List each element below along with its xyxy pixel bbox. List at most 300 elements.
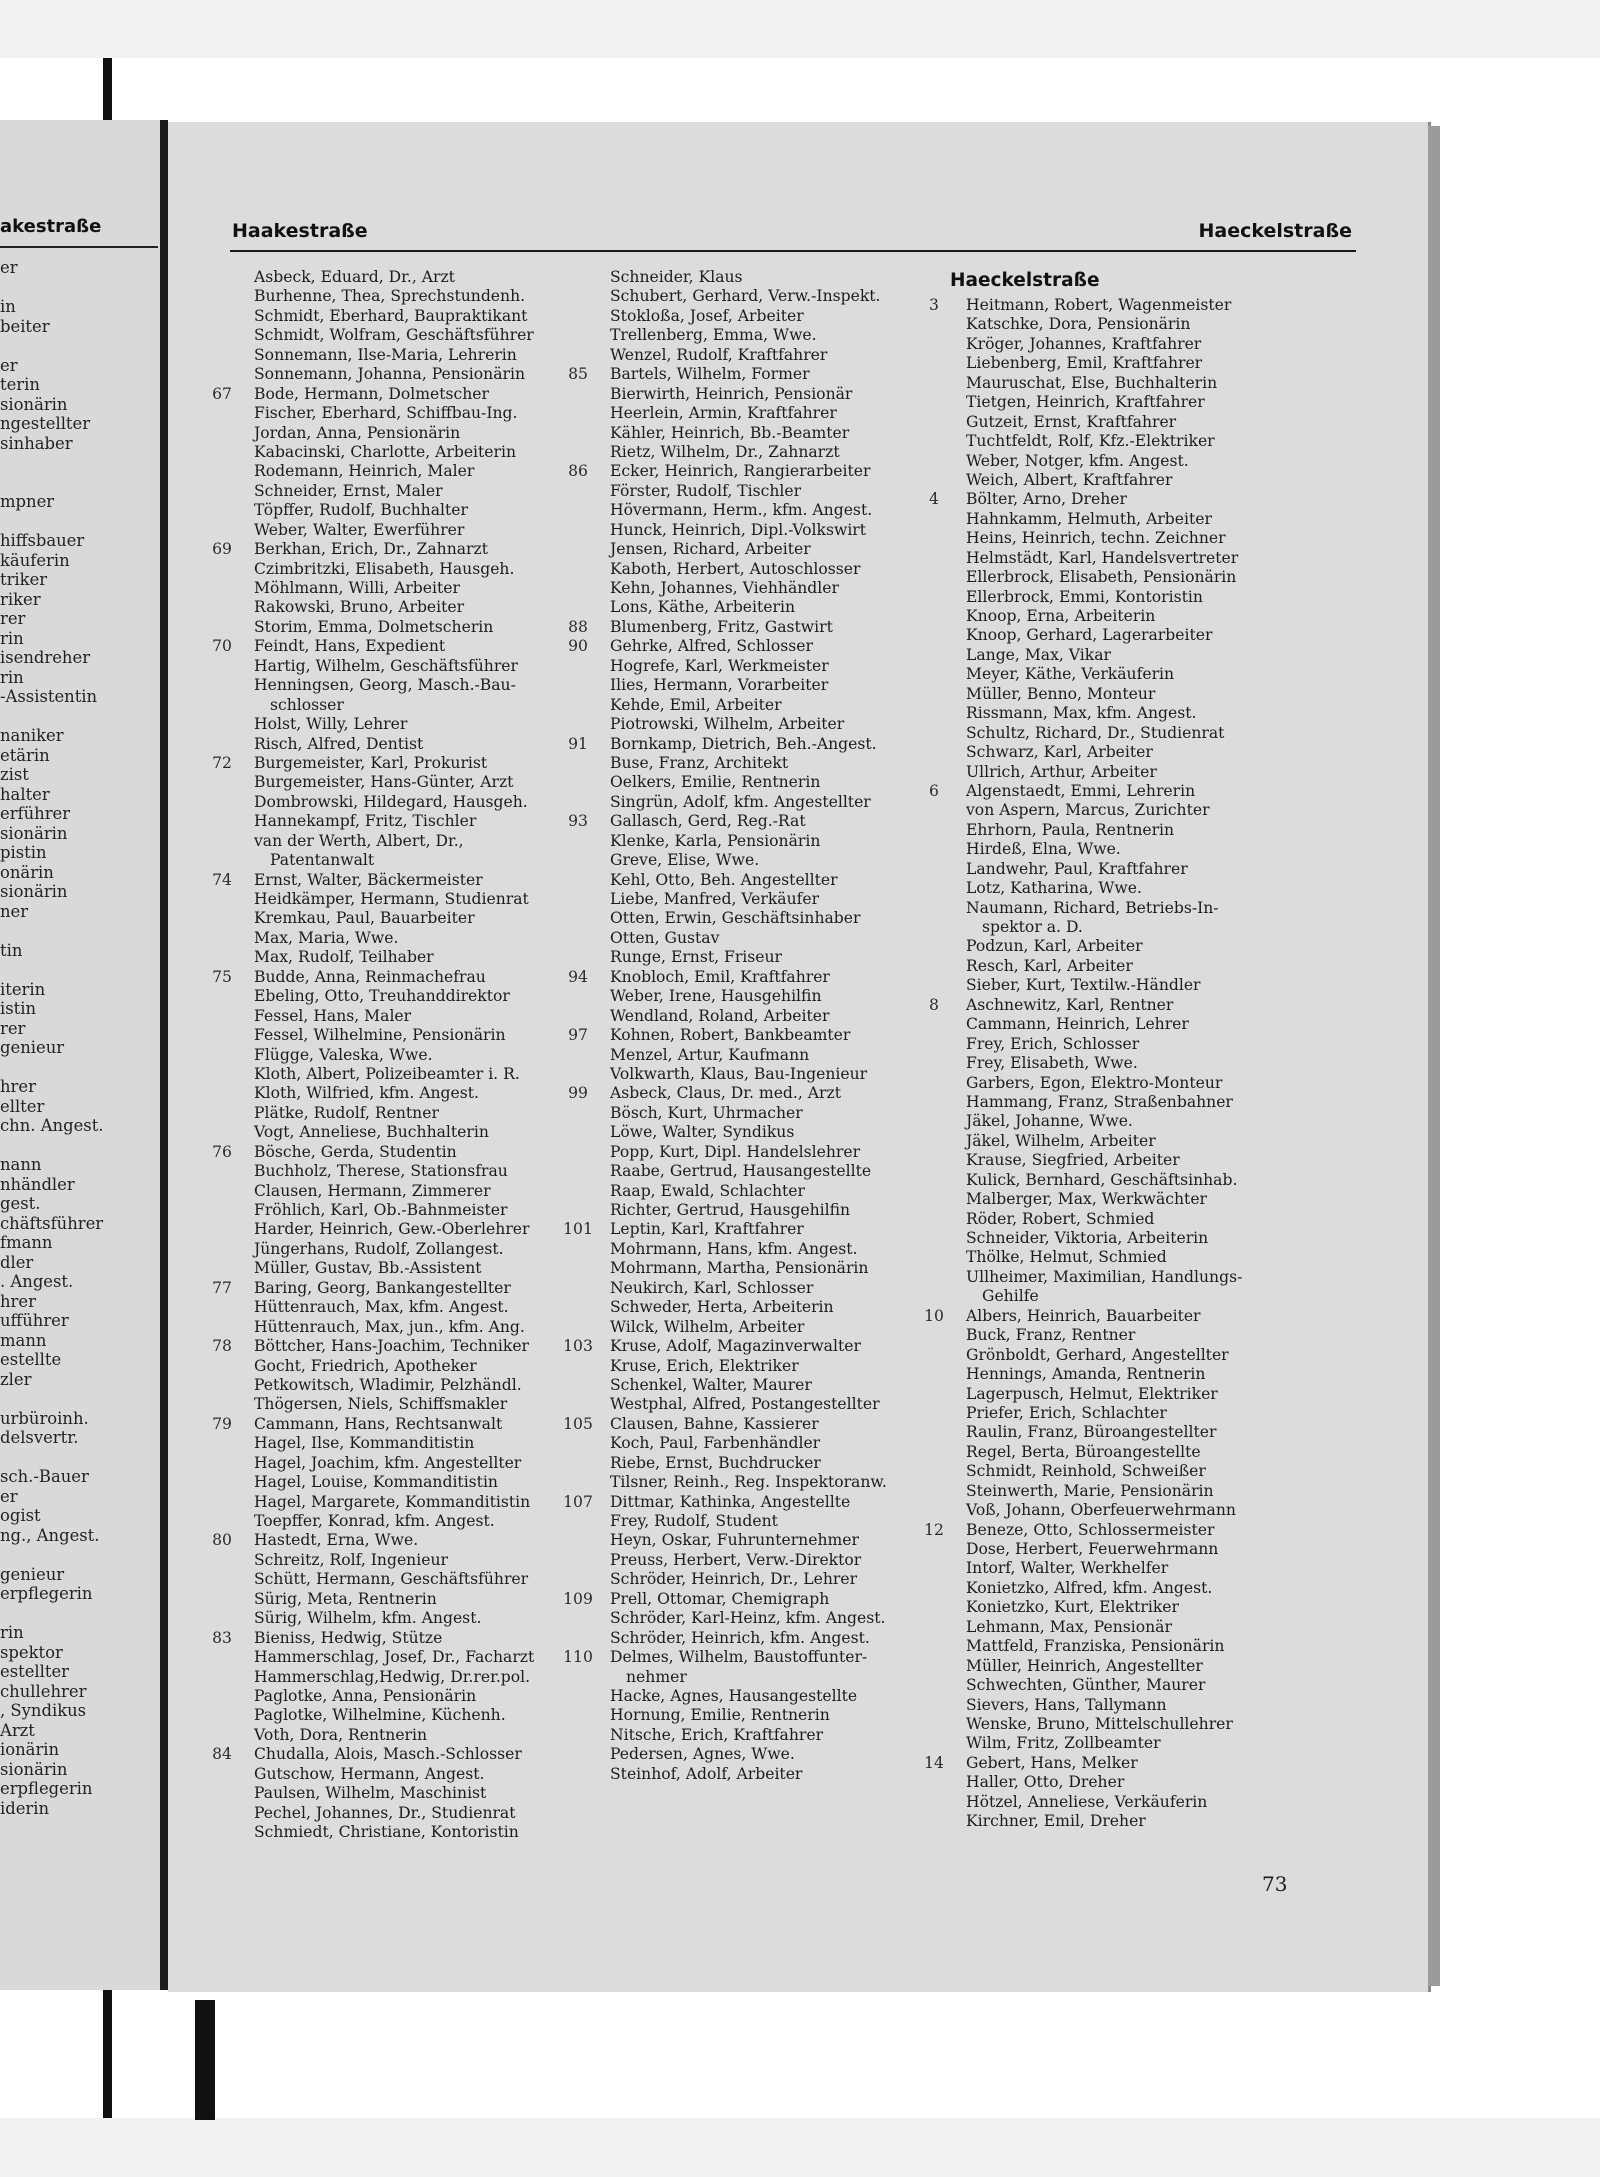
directory-entry	[558, 1182, 920, 1201]
resident-text: Pedersen, Agnes, Wwe.	[610, 1745, 795, 1764]
resident-text: Lons, Käthe, Arbeiterin	[610, 598, 795, 617]
directory-entry	[202, 1065, 564, 1084]
resident-text: Böttcher, Hans-Joachim, Techniker	[254, 1337, 530, 1356]
house-number: 85	[568, 365, 588, 384]
directory-entry	[202, 307, 564, 326]
resident-text: Jäkel, Wilhelm, Arbeiter	[966, 1131, 1156, 1150]
resident-text: Heyn, Oskar, Fuhrunternehmer	[610, 1531, 859, 1550]
directory-entry	[558, 424, 920, 443]
directory-entry	[202, 1668, 564, 1687]
resident-text: Raabe, Gertrud, Hausangestellte	[610, 1162, 872, 1181]
resident-text: Thögersen, Niels, Schiffsmakler	[254, 1395, 508, 1414]
resident-text: Buchholz, Therese, Stationsfrau	[254, 1162, 508, 1181]
resident-text: Hammang, Franz, Straßenbahner	[966, 1092, 1233, 1111]
directory-entry	[558, 1745, 920, 1764]
directory-entry	[202, 540, 564, 559]
left-page-line: hrer	[0, 1291, 36, 1311]
resident-text: Cammann, Hans, Rechtsanwalt	[254, 1414, 503, 1433]
directory-entry	[202, 560, 564, 579]
directory-entry	[558, 637, 920, 656]
directory-entry	[202, 1240, 564, 1259]
directory-entry	[202, 326, 564, 345]
resident-text: Fröhlich, Karl, Ob.-Bahnmeister	[254, 1201, 508, 1219]
resident-text: Volkwarth, Klaus, Bau-Ingenieur	[610, 1064, 868, 1083]
resident-text: Schmidt, Wolfram, Geschäftsführer	[254, 326, 534, 345]
directory-entry	[558, 268, 920, 287]
directory-entry	[558, 1084, 920, 1103]
resident-text: Delmes, Wilhelm, Baustoffunter-	[610, 1648, 868, 1667]
resident-text: Kehn, Johannes, Viehhändler	[610, 579, 839, 597]
directory-entry	[558, 326, 920, 345]
resident-text: Patentanwalt	[270, 851, 375, 870]
directory-entry	[558, 1123, 920, 1142]
directory-entry	[914, 626, 1314, 645]
directory-entry	[558, 1104, 920, 1123]
directory-entry	[202, 637, 564, 656]
resident-text: Vogt, Anneliese, Buchhalterin	[254, 1123, 489, 1142]
left-page-line: rin	[0, 667, 24, 687]
resident-text: Bartels, Wilhelm, Former	[610, 365, 810, 384]
resident-text: Asbeck, Eduard, Dr., Arzt	[254, 268, 455, 286]
directory-entry	[914, 1423, 1314, 1442]
left-page-rule	[0, 246, 158, 248]
directory-entry	[914, 1151, 1314, 1170]
resident-text: Katschke, Dora, Pensionärin	[966, 315, 1191, 334]
directory-entry	[202, 1473, 564, 1492]
resident-text: Schröder, Karl-Heinz, kfm. Angest.	[610, 1609, 886, 1628]
resident-text: Schütt, Hermann, Geschäftsführer	[254, 1570, 529, 1589]
resident-text: Förster, Rudolf, Tischler	[610, 481, 802, 500]
resident-text: Klenke, Karla, Pensionärin	[610, 831, 821, 850]
directory-entry	[202, 851, 564, 870]
directory-entry	[914, 763, 1314, 782]
page-edge	[1428, 126, 1440, 1986]
left-page-line: hiffsbauer	[0, 531, 85, 550]
directory-entry	[914, 1248, 1314, 1267]
resident-text: Ehrhorn, Paula, Rentnerin	[966, 820, 1175, 839]
directory-entry	[914, 490, 1314, 509]
resident-text: Schwarz, Karl, Arbeiter	[966, 743, 1153, 762]
resident-text: Paglotke, Anna, Pensionärin	[254, 1686, 477, 1705]
resident-text: Kröger, Johannes, Kraftfahrer	[966, 334, 1202, 353]
directory-entry	[914, 1171, 1314, 1190]
house-number: 103	[563, 1337, 593, 1356]
left-page-line: chäftsführer	[0, 1213, 104, 1233]
resident-text: Mattfeld, Franziska, Pensionärin	[966, 1637, 1225, 1656]
directory-entry	[914, 1035, 1314, 1054]
directory-entry	[914, 724, 1314, 743]
resident-text: Weber, Irene, Hausgehilfin	[610, 987, 822, 1006]
directory-entry	[914, 607, 1314, 626]
directory-entry	[558, 793, 920, 812]
resident-text: Tilsner, Reinh., Reg. Inspektoranw.	[610, 1473, 887, 1492]
directory-entry	[914, 1404, 1314, 1423]
resident-text: Prell, Ottomar, Chemigraph	[610, 1589, 830, 1608]
directory-entry	[914, 315, 1314, 334]
resident-text: Gehilfe	[982, 1287, 1039, 1306]
house-number: 110	[563, 1648, 593, 1667]
resident-text: Gutschow, Hermann, Angest.	[254, 1764, 485, 1783]
directory-entry	[914, 1676, 1314, 1695]
left-page-line: spektor	[0, 1642, 63, 1662]
resident-text: Raulin, Franz, Büroangestellter	[966, 1423, 1217, 1442]
directory-entry	[914, 296, 1314, 315]
left-page-line: rin	[0, 1623, 24, 1642]
directory-entry	[202, 1123, 564, 1142]
directory-entry	[558, 404, 920, 423]
resident-text: Voth, Dora, Rentnerin	[254, 1725, 428, 1744]
resident-text: Paulsen, Wilhelm, Maschinist	[254, 1784, 487, 1803]
resident-text: Meyer, Käthe, Verkäuferin	[966, 665, 1175, 684]
directory-entry	[558, 832, 920, 851]
resident-text: Wendland, Roland, Arbeiter	[610, 1006, 830, 1025]
resident-text: Hötzel, Anneliese, Verkäuferin	[966, 1792, 1208, 1811]
directory-entry	[558, 482, 920, 501]
left-page-line: naniker	[0, 726, 64, 745]
left-page-line: genieur	[0, 1564, 65, 1584]
resident-text: Kloth, Wilfried, kfm. Angest.	[254, 1084, 479, 1103]
resident-text: Ullrich, Arthur, Arbeiter	[966, 762, 1157, 781]
directory-entry	[914, 704, 1314, 723]
resident-text: Liebenberg, Emil, Kraftfahrer	[966, 354, 1203, 373]
directory-entry	[202, 1648, 564, 1667]
resident-text: Oelkers, Emilie, Rentnerin	[610, 773, 821, 792]
left-page-line: delsvertr.	[0, 1428, 79, 1447]
directory-entry	[558, 1376, 920, 1395]
directory-entry	[202, 1162, 564, 1181]
resident-text: Dose, Herbert, Feuerwehrmann	[966, 1540, 1219, 1558]
resident-text: Grönboldt, Gerhard, Angestellter	[966, 1345, 1229, 1364]
house-number: 97	[568, 1026, 588, 1045]
resident-text: Rietz, Wilhelm, Dr., Zahnarzt	[610, 442, 840, 461]
resident-text: Paglotke, Wilhelmine, Küchenh.	[254, 1706, 506, 1725]
directory-entry	[558, 598, 920, 617]
resident-text: Kehl, Otto, Beh. Angestellter	[610, 870, 838, 889]
directory-entry	[914, 1385, 1314, 1404]
resident-text: Hüttenrauch, Max, jun., kfm. Ang.	[254, 1317, 525, 1336]
resident-text: Petkowitsch, Wladimir, Pelzhändl.	[254, 1375, 522, 1394]
resident-text: Hagel, Louise, Kommanditistin	[254, 1473, 498, 1492]
directory-entry	[202, 676, 564, 695]
left-page-line: sionärin	[0, 823, 68, 843]
directory-entry	[202, 385, 564, 404]
resident-text: Helmstädt, Karl, Handelsvertreter	[966, 548, 1239, 567]
directory-entry	[558, 929, 920, 948]
resident-text: Hahnkamm, Helmuth, Arbeiter	[966, 509, 1212, 528]
right-page	[168, 122, 1431, 1992]
directory-entry	[202, 1706, 564, 1725]
resident-text: Schröder, Heinrich, kfm. Angest.	[610, 1628, 870, 1647]
resident-text: Flügge, Valeska, Wwe.	[254, 1045, 433, 1064]
left-page-line: erführer	[0, 804, 71, 823]
left-page-line: hrer	[0, 1077, 36, 1096]
resident-text: Steinwerth, Marie, Pensionärin	[966, 1481, 1214, 1500]
resident-text: Töpffer, Rudolf, Buchhalter	[254, 501, 468, 520]
directory-entry	[558, 968, 920, 987]
left-page-line: ellter	[0, 1096, 45, 1116]
directory-entry	[914, 1501, 1314, 1520]
left-page-line: urbüroinh.	[0, 1408, 89, 1428]
directory-entry	[202, 365, 564, 384]
resident-text: Hartig, Wilhelm, Geschäftsführer	[254, 656, 518, 675]
resident-text: Czimbritzki, Elisabeth, Hausgeh.	[254, 559, 515, 578]
resident-text: Krause, Siegfried, Arbeiter	[966, 1151, 1180, 1170]
resident-text: Intorf, Walter, Werkhelfer	[966, 1559, 1169, 1578]
left-page-line: ngestellter	[0, 414, 91, 433]
directory-entry	[202, 1279, 564, 1298]
directory-entry	[558, 1007, 920, 1026]
directory-entry	[202, 1609, 564, 1628]
resident-text: Hogrefe, Karl, Werkmeister	[610, 656, 829, 675]
resident-text: Dittmar, Kathinka, Angestellte	[610, 1492, 851, 1511]
directory-entry	[914, 1521, 1314, 1540]
directory-entry	[202, 890, 564, 909]
resident-text: Henningsen, Georg, Masch.-Bau-	[254, 676, 516, 695]
resident-text: Hammerschlag,Hedwig, Dr.rer.pol.	[254, 1667, 531, 1686]
resident-text: Röder, Robert, Schmied	[966, 1209, 1155, 1228]
left-page-line: in	[0, 297, 16, 316]
left-page-line: fmann	[0, 1233, 53, 1252]
directory-entry	[914, 529, 1314, 548]
resident-text: Bornkamp, Dietrich, Beh.-Angest.	[610, 734, 877, 753]
resident-text: Max, Maria, Wwe.	[254, 928, 399, 947]
left-page-line: nann	[0, 1155, 42, 1174]
left-page-line: ufführer	[0, 1311, 69, 1330]
house-number: 80	[212, 1531, 232, 1550]
directory-entry	[914, 1618, 1314, 1637]
house-number: 12	[924, 1520, 944, 1539]
directory-entry	[914, 1015, 1314, 1034]
left-page	[0, 120, 160, 1990]
resident-text: Rakowski, Bruno, Arbeiter	[254, 598, 465, 617]
resident-text: Müller, Benno, Monteur	[966, 684, 1156, 703]
resident-text: Koch, Paul, Farbenhändler	[610, 1434, 821, 1453]
left-page-line: , Syndikus	[0, 1701, 87, 1720]
directory-entry	[558, 443, 920, 462]
resident-text: Schmidt, Eberhard, Baupraktikant	[254, 306, 528, 325]
directory-entry	[202, 948, 564, 967]
resident-text: Schröder, Heinrich, Dr., Lehrer	[610, 1570, 858, 1589]
directory-entry	[558, 1162, 920, 1181]
directory-entry	[914, 1365, 1314, 1384]
resident-text: Schwechten, Günther, Maurer	[966, 1676, 1206, 1695]
directory-entry	[202, 482, 564, 501]
resident-text: Hastedt, Erna, Wwe.	[254, 1531, 419, 1550]
resident-text: Beneze, Otto, Schlossermeister	[966, 1520, 1215, 1539]
directory-entry	[202, 1531, 564, 1550]
left-page-line	[0, 1448, 104, 1468]
column-1	[202, 268, 564, 1842]
resident-text: Bösch, Kurt, Uhrmacher	[610, 1103, 803, 1122]
resident-text: Sürig, Meta, Rentnerin	[254, 1589, 437, 1608]
resident-text: Mohrmann, Martha, Pensionärin	[610, 1259, 869, 1278]
directory-entry	[914, 335, 1314, 354]
resident-text: Clausen, Hermann, Zimmerer	[254, 1181, 491, 1200]
resident-text: Knoop, Erna, Arbeiterin	[966, 607, 1156, 625]
directory-entry	[914, 374, 1314, 393]
directory-entry	[558, 1434, 920, 1453]
resident-text: Malberger, Max, Werkwächter	[966, 1190, 1208, 1209]
directory-entry	[914, 1054, 1314, 1073]
resident-text: Mohrmann, Hans, kfm. Angest.	[610, 1239, 858, 1258]
directory-entry	[202, 268, 564, 287]
directory-entry	[558, 385, 920, 404]
left-page-line	[0, 1389, 104, 1409]
left-page-line: rer	[0, 1018, 26, 1038]
directory-entry	[914, 937, 1314, 956]
directory-entry	[202, 1415, 564, 1434]
resident-text: Raap, Ewald, Schlachter	[610, 1181, 805, 1200]
directory-entry	[914, 1229, 1314, 1248]
directory-entry	[914, 1559, 1314, 1578]
directory-entry	[202, 579, 564, 598]
resident-text: Cammann, Heinrich, Lehrer	[966, 1015, 1189, 1034]
directory-entry	[202, 1726, 564, 1745]
directory-entry	[202, 1454, 564, 1473]
house-number: 77	[212, 1278, 232, 1297]
left-page-line: er	[0, 1486, 18, 1506]
left-page-line: rin	[0, 628, 24, 648]
left-page-line	[0, 1604, 104, 1624]
house-number: 14	[924, 1753, 944, 1772]
directory-entry	[558, 1201, 920, 1220]
house-number: 10	[924, 1306, 944, 1325]
resident-text: Hunck, Heinrich, Dipl.-Volkswirt	[610, 520, 867, 539]
directory-entry	[558, 1590, 920, 1609]
directory-entry	[914, 1132, 1314, 1151]
house-number: 88	[568, 617, 588, 636]
resident-text: Lagerpusch, Helmut, Elektriker	[966, 1384, 1218, 1403]
resident-text: Lange, Max, Vikar	[966, 645, 1111, 664]
resident-text: Hornung, Emilie, Rentnerin	[610, 1706, 830, 1725]
resident-text: Podzun, Karl, Arbeiter	[966, 937, 1143, 956]
house-number: 101	[563, 1220, 593, 1239]
left-page-line: ionärin	[0, 1740, 60, 1759]
directory-entry	[202, 735, 564, 754]
directory-entry	[914, 432, 1314, 451]
directory-entry	[558, 696, 920, 715]
directory-entry	[558, 1279, 920, 1298]
directory-entry	[914, 568, 1314, 587]
directory-entry	[914, 1637, 1314, 1656]
resident-text: Singrün, Adolf, kfm. Angestellter	[610, 792, 871, 811]
resident-text: Knobloch, Emil, Kraftfahrer	[610, 967, 830, 986]
directory-entry	[914, 782, 1314, 801]
resident-text: Neukirch, Karl, Schlosser	[610, 1278, 814, 1297]
directory-entry	[202, 443, 564, 462]
resident-text: Frey, Rudolf, Student	[610, 1512, 778, 1530]
left-page-line	[0, 336, 104, 356]
directory-entry	[202, 1765, 564, 1784]
left-page-line: halter	[0, 784, 50, 804]
house-number: 8	[929, 995, 939, 1014]
resident-text: Hüttenrauch, Max, kfm. Angest.	[254, 1298, 509, 1317]
resident-text: Piotrowski, Wilhelm, Arbeiter	[610, 715, 845, 734]
left-page-line	[0, 453, 104, 473]
resident-text: Schweder, Herta, Arbeiterin	[610, 1298, 834, 1317]
left-page-line: sinhaber	[0, 433, 73, 453]
resident-text: Liebe, Manfred, Verkäufer	[610, 890, 820, 908]
directory-entry	[558, 1143, 920, 1162]
directory-entry	[558, 773, 920, 792]
directory-entry	[914, 957, 1314, 976]
resident-text: Kabacinski, Charlotte, Arbeiterin	[254, 442, 517, 461]
house-number: 83	[212, 1628, 232, 1647]
resident-text: Sieber, Kurt, Textilw.-Händler	[966, 976, 1201, 995]
resident-text: Hennings, Amanda, Rentnerin	[966, 1365, 1206, 1384]
left-page-line: chullehrer	[0, 1681, 87, 1701]
resident-text: Schenkel, Walter, Maurer	[610, 1375, 812, 1394]
directory-entry	[202, 1512, 564, 1531]
resident-text: Heerlein, Armin, Kraftfahrer	[610, 404, 837, 423]
resident-text: Schultz, Richard, Dr., Studienrat	[966, 723, 1225, 742]
resident-text: Kehde, Emil, Arbeiter	[610, 695, 782, 714]
resident-text: Bösche, Gerda, Studentin	[254, 1142, 457, 1161]
directory-entry	[558, 812, 920, 831]
resident-text: Weich, Albert, Kraftfahrer	[966, 470, 1173, 489]
resident-text: Konietzko, Kurt, Elektriker	[966, 1598, 1179, 1617]
resident-text: Hannekampf, Fritz, Tischler	[254, 812, 477, 831]
directory-entry	[202, 657, 564, 676]
resident-text: Max, Rudolf, Teilhaber	[254, 948, 434, 967]
directory-entry	[202, 812, 564, 831]
resident-text: Priefer, Erich, Schlachter	[966, 1403, 1167, 1422]
directory-entry	[202, 832, 564, 851]
left-page-line	[0, 707, 104, 727]
resident-text: Gebert, Hans, Melker	[966, 1753, 1138, 1772]
directory-entry	[202, 1104, 564, 1123]
resident-text: Burgemeister, Karl, Prokurist	[254, 753, 488, 772]
left-page-line	[0, 1058, 104, 1078]
directory-entry	[558, 754, 920, 773]
directory-entry	[202, 1784, 564, 1803]
directory-entry	[202, 1629, 564, 1648]
directory-entry	[558, 1240, 920, 1259]
house-number: 76	[212, 1142, 232, 1161]
directory-entry	[914, 1287, 1314, 1306]
directory-entry	[202, 1259, 564, 1278]
directory-entry	[914, 1326, 1314, 1345]
directory-entry	[914, 996, 1314, 1015]
resident-text: Naumann, Richard, Betriebs-In-	[966, 898, 1219, 917]
resident-text: Algenstaedt, Emmi, Lehrerin	[966, 781, 1196, 800]
directory-entry	[202, 929, 564, 948]
resident-text: Ernst, Walter, Bäckermeister	[254, 870, 483, 889]
resident-text: Chudalla, Alois, Masch.-Schlosser	[254, 1745, 522, 1764]
resident-text: Fischer, Eberhard, Schiffbau-Ing.	[254, 404, 518, 423]
resident-text: Müller, Heinrich, Angestellter	[966, 1656, 1203, 1675]
resident-text: Sonnemann, Ilse-Maria, Lehrerin	[254, 345, 517, 364]
running-head-left: Haakestraße	[232, 220, 368, 242]
directory-entry	[558, 1551, 920, 1570]
directory-entry	[914, 1598, 1314, 1617]
resident-text: Müller, Gustav, Bb.-Assistent	[254, 1259, 482, 1278]
directory-entry	[558, 851, 920, 870]
directory-entry	[914, 393, 1314, 412]
street-heading: Haeckelstraße	[950, 270, 1100, 291]
house-number: 94	[568, 967, 588, 986]
left-page-line: erpflegerin	[0, 1584, 93, 1603]
left-page-line	[0, 960, 104, 980]
directory-entry	[558, 1570, 920, 1589]
house-number: 75	[212, 967, 232, 986]
resident-text: Aschnewitz, Karl, Rentner	[966, 995, 1174, 1014]
resident-text: Sievers, Hans, Tallymann	[966, 1695, 1167, 1714]
resident-text: Sürig, Wilhelm, kfm. Angest.	[254, 1609, 482, 1628]
resident-text: Holst, Willy, Lehrer	[254, 715, 408, 734]
left-page-line: . Angest.	[0, 1272, 74, 1291]
resident-text: Jordan, Anna, Pensionärin	[254, 423, 461, 442]
